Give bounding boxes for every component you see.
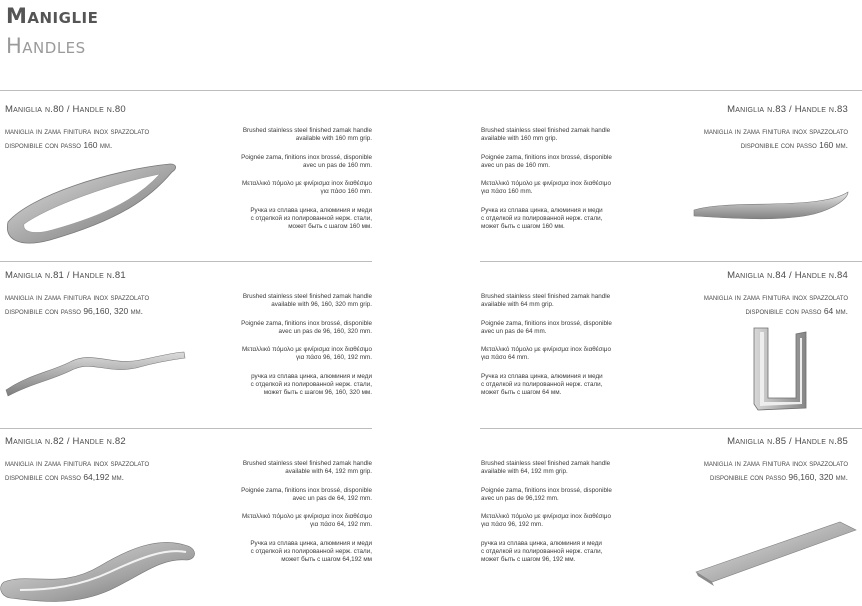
product-84-desc-line: disponibile con passo 64 mm. bbox=[745, 306, 848, 316]
text-line: available with 160 mm grip. bbox=[481, 135, 558, 143]
product-85-desc-line: maniglia in zama finitura inox spazzolato bbox=[703, 458, 848, 468]
text-line: Μεταλλικό πόμολο με φινίρισμα inox διαθέσιμο bbox=[242, 513, 372, 521]
text-line: Poignée zama, finitions inox brossé, disponible bbox=[481, 319, 612, 327]
text-line: avec un pas de 160 mm. bbox=[303, 161, 372, 169]
product-80-desc-line: disponibile con passo 160 mm. bbox=[5, 140, 113, 150]
product-80-description bbox=[5, 124, 149, 152]
text-line: ручка из сплава цинка, алюминия и меди bbox=[251, 372, 372, 380]
product-85-desc-line: disponibile con passo 96,160, 320 mm. bbox=[710, 472, 848, 482]
text-line: Poignée zama, finitions inox brossé, disponible bbox=[241, 319, 372, 327]
text-line: available with 64, 192 mm grip. bbox=[285, 468, 372, 476]
text-line: avec un pas de 64, 192 mm. bbox=[292, 494, 372, 502]
text-line: ручка из сплава цинка, алюминия и меди bbox=[481, 539, 602, 547]
text-line: Poignée zama, finitions inox brossé, disponible bbox=[241, 153, 372, 161]
text-line: Brushed stainless steel finished zamak handle bbox=[242, 127, 372, 134]
text-line: Brushed stainless steel finished zamak handle bbox=[481, 460, 611, 467]
product-84-multilingual-text bbox=[481, 293, 631, 408]
text-line: avec un pas de 96,192 mm. bbox=[481, 494, 559, 502]
product-84-desc-line: maniglia in zama finitura inox spazzolato bbox=[703, 292, 848, 302]
text-line: Brushed stainless steel finished zamak handle bbox=[242, 293, 372, 300]
text-line: может быть с шагом 64 мм. bbox=[481, 389, 562, 397]
text-line: για πάσο 96, 192 mm. bbox=[481, 521, 543, 529]
handle-82-image bbox=[0, 520, 200, 604]
product-81-description bbox=[5, 290, 149, 318]
divider-right-1 bbox=[480, 261, 862, 262]
text-line: για πάσο 96, 160, 192 mm. bbox=[296, 354, 372, 362]
text-line: с отделкой из полированной нерж. стали, bbox=[250, 381, 372, 389]
handle-84-image bbox=[746, 324, 812, 414]
product-82-description bbox=[5, 456, 149, 484]
product-83-header: Maniglia n.83 / Handle n.83 bbox=[727, 104, 848, 115]
product-81-desc-line: disponibile con passo 96,160, 320 mm. bbox=[5, 306, 143, 316]
text-line: может быть с шагом 96, 160, 320 мм. bbox=[263, 389, 372, 397]
product-80-header: Maniglia n.80 / Handle n.80 bbox=[5, 104, 126, 115]
handle-85-image bbox=[690, 516, 860, 588]
text-line: avec un pas de 64 mm. bbox=[481, 327, 547, 335]
text-line: Ручка из сплава цинка, алюминия и меди bbox=[250, 206, 372, 214]
text-line: Ручка из сплава цинка, алюминия и меди bbox=[481, 206, 603, 214]
text-line: Μεταλλικό πόμολο με φινίρισμα inox διαθέσιμο bbox=[481, 346, 611, 354]
text-line: Brushed stainless steel finished zamak handle bbox=[242, 460, 372, 467]
text-line: Poignée zama, finitions inox brossé, disponible bbox=[481, 486, 612, 494]
text-line: Ручка из сплава цинка, алюминия и меди bbox=[250, 539, 372, 547]
product-82-desc-line: maniglia in zama finitura inox spazzolato bbox=[5, 458, 150, 468]
text-line: Brushed stainless steel finished zamak handle bbox=[481, 293, 611, 300]
product-81-desc-line: maniglia in zama finitura inox spazzolato bbox=[5, 292, 150, 302]
handle-83-image bbox=[690, 188, 852, 224]
product-82-header: Maniglia n.82 / Handle n.82 bbox=[5, 436, 126, 447]
text-line: с отделкой из полированной нерж. стали, bbox=[481, 215, 603, 223]
text-line: Poignée zama, finitions inox brossé, disponible bbox=[241, 486, 372, 494]
product-81-multilingual-text bbox=[222, 293, 372, 408]
product-83-desc-line: maniglia in zama finitura inox spazzolato bbox=[703, 126, 848, 136]
text-line: Μεταλλικό πόμολο με φινίρισμα inox διαθέσιμο bbox=[481, 513, 611, 521]
text-line: available with 160 mm grip. bbox=[295, 135, 372, 143]
page-title-english: Handles bbox=[6, 34, 86, 58]
text-line: για πάσο 160 mm. bbox=[320, 188, 372, 196]
product-81-header: Maniglia n.81 / Handle n.81 bbox=[5, 270, 126, 281]
text-line: available with 64 mm grip. bbox=[481, 301, 554, 309]
product-83-desc-line: disponibile con passo 160 mm. bbox=[740, 140, 848, 150]
text-line: с отделкой из полированной нерж. стали, bbox=[481, 548, 603, 556]
text-line: available with 64, 192 mm grip. bbox=[481, 468, 568, 476]
divider-left-1 bbox=[0, 261, 372, 262]
text-line: για πάσο 64 mm. bbox=[481, 354, 529, 362]
handle-81-image bbox=[0, 340, 190, 400]
text-line: с отделкой из полированной нерж. стали, bbox=[481, 381, 603, 389]
text-line: может быть с шагом 160 мм. bbox=[481, 223, 565, 231]
text-line: Μεταλλικό πόμολο με φινίρισμα inox διαθέσιμο bbox=[242, 346, 372, 354]
text-line: avec un pas de 160 mm. bbox=[481, 161, 550, 169]
text-line: για πάσο 64, 192 mm. bbox=[310, 521, 372, 529]
top-divider bbox=[0, 90, 862, 91]
product-80-multilingual-text bbox=[222, 127, 372, 242]
product-83-description bbox=[704, 124, 848, 152]
text-line: Ручка из сплава цинка, алюминия и меди bbox=[481, 372, 603, 380]
divider-left-2 bbox=[0, 428, 372, 429]
text-line: Poignée zama, finitions inox brossé, disponible bbox=[481, 153, 612, 161]
text-line: может быть с шагом 96, 192 мм. bbox=[481, 556, 576, 564]
divider-right-2 bbox=[480, 428, 862, 429]
product-85-description bbox=[704, 456, 848, 484]
product-82-desc-line: disponibile con passo 64,192 mm. bbox=[5, 472, 125, 482]
text-line: για πάσο 160 mm. bbox=[481, 188, 533, 196]
page-title-italian: Maniglie bbox=[6, 4, 99, 28]
text-line: может быть с шагом 64,192 мм bbox=[281, 556, 372, 564]
text-line: Brushed stainless steel finished zamak handle bbox=[481, 127, 611, 134]
product-85-header: Maniglia n.85 / Handle n.85 bbox=[727, 436, 848, 447]
text-line: Μεταλλικό πόμολο με φινίρισμα inox διαθέσιμο bbox=[481, 180, 611, 188]
handle-80-image bbox=[0, 158, 180, 250]
text-line: Μεταλλικό πόμολο με φινίρισμα inox διαθέσιμο bbox=[242, 180, 372, 188]
text-line: avec un pas de 96, 160, 320 mm. bbox=[278, 327, 372, 335]
product-85-multilingual-text bbox=[481, 460, 631, 575]
product-84-description bbox=[704, 290, 848, 318]
text-line: с отделкой из полированной нерж. стали, bbox=[250, 548, 372, 556]
text-line: может быть с шагом 160 мм. bbox=[288, 223, 372, 231]
product-80-desc-line: maniglia in zama finitura inox spazzolato bbox=[5, 126, 150, 136]
product-82-multilingual-text bbox=[222, 460, 372, 575]
text-line: available with 96, 160, 320 mm grip. bbox=[271, 301, 372, 309]
text-line: с отделкой из полированной нерж. стали, bbox=[250, 215, 372, 223]
product-83-multilingual-text bbox=[481, 127, 631, 242]
product-84-header: Maniglia n.84 / Handle n.84 bbox=[727, 270, 848, 281]
